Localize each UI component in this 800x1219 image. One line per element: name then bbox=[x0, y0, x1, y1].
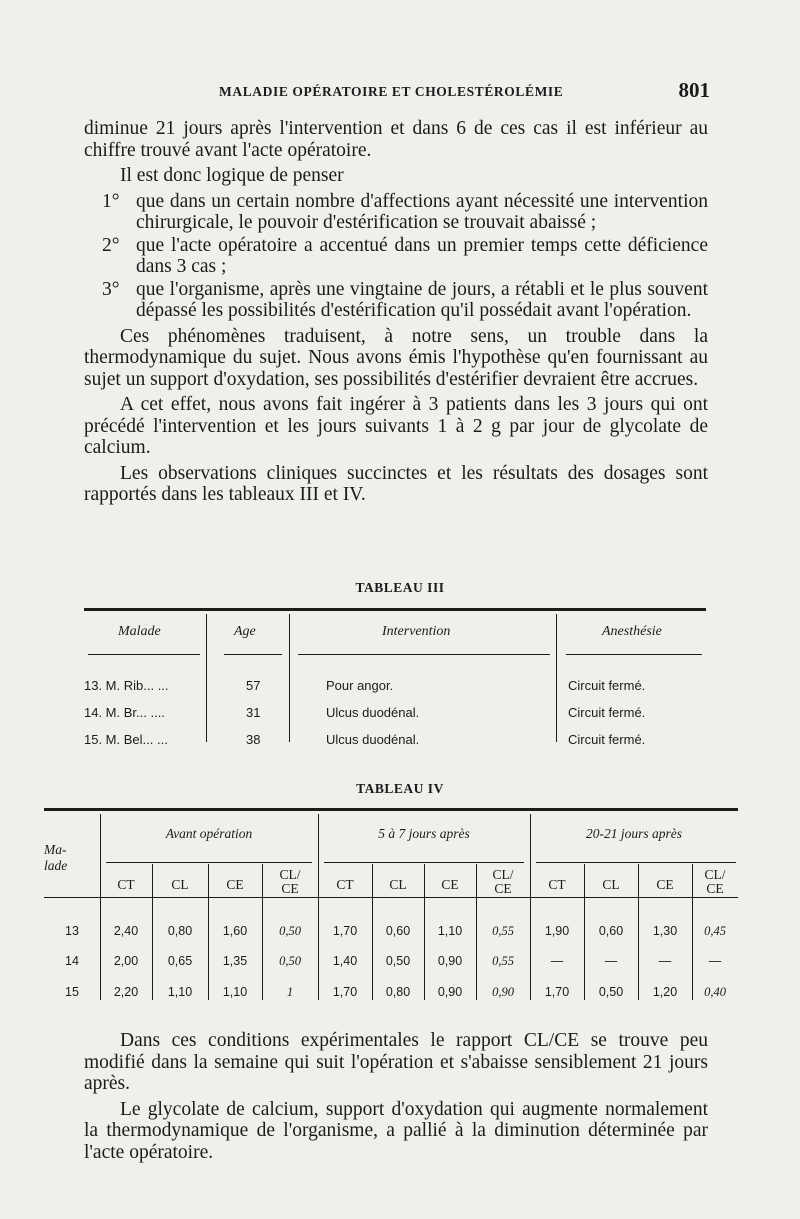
cell-ct: 1,70 bbox=[332, 985, 358, 999]
header-rule bbox=[566, 654, 702, 655]
group-avant: Avant opération bbox=[165, 826, 253, 841]
table4-caption: TABLEAU IV bbox=[356, 781, 444, 796]
cell-malade: 14 bbox=[65, 954, 79, 968]
cell-clce: 1 bbox=[286, 985, 294, 999]
cell-ct: 1,90 bbox=[544, 924, 570, 938]
cell-ce: 1,10 bbox=[222, 985, 248, 999]
cell-cl: — bbox=[604, 954, 618, 968]
table-rule bbox=[44, 808, 738, 811]
group-rule bbox=[536, 862, 736, 863]
cell-ct: 2,20 bbox=[113, 985, 139, 999]
list-item bbox=[84, 235, 708, 278]
cell-anesthesie: Circuit fermé. bbox=[568, 705, 646, 720]
cell-ct: 1,70 bbox=[544, 985, 570, 999]
table-row bbox=[44, 924, 738, 944]
cell-ct: 1,70 bbox=[332, 924, 358, 938]
header-malade-line2: lade bbox=[44, 858, 68, 873]
table-row bbox=[84, 705, 706, 725]
subheader-ct: CT bbox=[548, 877, 566, 892]
cell-ce: 0,90 bbox=[437, 954, 463, 968]
group-rule bbox=[106, 862, 312, 863]
cell-cl: 0,50 bbox=[385, 954, 411, 968]
group-rule bbox=[324, 862, 524, 863]
cell-clce: 0,45 bbox=[704, 924, 726, 938]
cell-cl: 0,60 bbox=[385, 924, 411, 938]
paragraph: Ces phénomènes traduisent, à notre sens, un trouble dans la thermodynamique du sujet. Nous avons émis l'hypothèse qu'en fournissant au sujet un support d'oxydation, ses possibilités d'estérifier devraient être accrues. bbox=[84, 325, 708, 390]
subheader-ce: CE bbox=[656, 877, 674, 892]
subheader-clce-bottom: CE bbox=[706, 881, 724, 896]
header-malade: Malade bbox=[118, 624, 161, 639]
subheader-ce: CE bbox=[441, 877, 459, 892]
table4 bbox=[44, 808, 738, 1008]
header-age: Age bbox=[234, 624, 256, 639]
cell-ce: — bbox=[658, 954, 672, 968]
group-j5-7: 5 à 7 jours après bbox=[378, 826, 470, 841]
header-rule bbox=[88, 654, 200, 655]
subheader-clce-bottom: CE bbox=[281, 881, 299, 896]
cell-age: 38 bbox=[246, 732, 261, 747]
intro-text bbox=[84, 118, 708, 506]
paragraph: Il est donc logique de penser bbox=[120, 165, 344, 186]
cell-clce: 0,40 bbox=[704, 985, 726, 999]
cell-clce: 0,55 bbox=[492, 954, 514, 968]
cell-clce: 0,50 bbox=[279, 954, 301, 968]
cell-malade: 15. M. Bel... ... bbox=[84, 732, 168, 747]
subheader-ct: CT bbox=[117, 877, 135, 892]
cell-clce: 0,55 bbox=[492, 924, 514, 938]
cell-clce: 0,50 bbox=[279, 924, 301, 938]
subheader-cl: CL bbox=[389, 877, 407, 892]
subheader-ct: CT bbox=[336, 877, 354, 892]
cell-ct: 1,40 bbox=[332, 954, 358, 968]
group-j20-21: 20-21 jours après bbox=[585, 826, 682, 841]
subheader-clce bbox=[476, 868, 530, 896]
cell-malade: 14. M. Br... .... bbox=[84, 705, 165, 720]
list-number: 1° bbox=[102, 190, 120, 212]
cell-anesthesie: Circuit fermé. bbox=[568, 732, 646, 747]
table-row bbox=[84, 732, 706, 752]
table3-caption: TABLEAU III bbox=[355, 580, 445, 595]
cell-ce: 0,90 bbox=[437, 985, 463, 999]
cell-cl: 0,80 bbox=[167, 924, 193, 938]
table3 bbox=[84, 608, 706, 748]
cell-malade: 13. M. Rib... ... bbox=[84, 678, 169, 693]
cell-clce: 0,90 bbox=[492, 985, 514, 999]
cell-age: 57 bbox=[246, 678, 261, 693]
header-rule bbox=[224, 654, 282, 655]
cell-malade: 15 bbox=[65, 985, 79, 999]
paragraph: diminue 21 jours après l'intervention et dans 6 de ces cas il est inférieur au chiffre trouvé avant l'acte opératoire. bbox=[84, 118, 708, 161]
cell-ce: 1,10 bbox=[437, 924, 463, 938]
cell-age: 31 bbox=[246, 705, 261, 720]
paragraph: Dans ces conditions expérimentales le rapport CL/CE se trouve peu modifié dans la semaine qui suit l'opération et s'abaisse sensiblement 21 jours après. bbox=[84, 1030, 708, 1094]
subheader-clce-top: CL/ bbox=[279, 867, 301, 882]
subheader-clce bbox=[262, 868, 318, 896]
cell-ct: 2,00 bbox=[113, 954, 139, 968]
paragraph: Les observations cliniques succinctes et les résultats des dosages sont rapportés dans les tableaux III et IV. bbox=[84, 462, 708, 505]
table-row bbox=[84, 678, 706, 698]
header-rule bbox=[298, 654, 550, 655]
subheader-clce-top: CL/ bbox=[704, 867, 726, 882]
list-item-text: que dans un certain nombre d'affections ayant nécessité une intervention chirurgicale, le pouvoir d'estérification se trouvait abaissé ; bbox=[136, 190, 708, 233]
list-item bbox=[84, 191, 708, 234]
subheader-clce bbox=[692, 868, 738, 896]
subheader-cl: CL bbox=[602, 877, 620, 892]
list-item bbox=[84, 279, 708, 322]
cell-ce: 1,20 bbox=[652, 985, 678, 999]
cell-cl: 0,50 bbox=[598, 985, 624, 999]
cell-ce: 1,30 bbox=[652, 924, 678, 938]
cell-ce: 1,60 bbox=[222, 924, 248, 938]
cell-ce: 1,35 bbox=[222, 954, 248, 968]
list-number: 2° bbox=[102, 234, 120, 256]
subheader-clce-bottom: CE bbox=[494, 881, 512, 896]
paragraph: Le glycolate de calcium, support d'oxydation qui augmente normalement la thermodynamique de l'organisme, a pallié à la diminution déterminée par l'acte opératoire. bbox=[84, 1098, 708, 1163]
running-title: MALADIE OPÉRATOIRE ET CHOLESTÉROLÉMIE bbox=[219, 84, 564, 99]
cell-ct: 2,40 bbox=[113, 924, 139, 938]
header-malade-line1: Ma- bbox=[44, 842, 67, 857]
paragraph: A cet effet, nous avons fait ingérer à 3 patients dans les 3 jours qui ont précédé l'intervention et les jours suivants 1 à 2 g par jour de glycolate de calcium. bbox=[84, 394, 708, 458]
header-intervention: Intervention bbox=[382, 624, 451, 639]
header-anesthesie: Anesthésie bbox=[602, 624, 662, 639]
subheader-clce-top: CL/ bbox=[492, 867, 514, 882]
cell-anesthesie: Circuit fermé. bbox=[568, 678, 646, 693]
list-number: 3° bbox=[102, 278, 120, 300]
cell-intervention: Pour angor. bbox=[326, 678, 394, 693]
cell-clce: — bbox=[708, 954, 722, 968]
cell-intervention: Ulcus duodénal. bbox=[326, 705, 420, 720]
list-item-text: que l'acte opératoire a accentué dans un premier temps cette déficience dans 3 cas ; bbox=[136, 234, 708, 277]
header-rule bbox=[44, 897, 738, 898]
page-header bbox=[84, 78, 712, 104]
conclusion-text bbox=[84, 1030, 708, 1163]
cell-cl: 0,60 bbox=[598, 924, 624, 938]
table-rule bbox=[84, 608, 706, 611]
cell-malade: 13 bbox=[65, 924, 79, 938]
header-malade bbox=[44, 842, 67, 874]
table-row bbox=[44, 985, 738, 1005]
subheader-ce: CE bbox=[226, 877, 244, 892]
page-number: 801 bbox=[678, 78, 710, 102]
cell-cl: 0,80 bbox=[385, 985, 411, 999]
cell-cl: 1,10 bbox=[167, 985, 193, 999]
cell-ct: — bbox=[550, 954, 564, 968]
subheader-cl: CL bbox=[171, 877, 189, 892]
table-row bbox=[44, 954, 738, 974]
list-item-text: que l'organisme, après une vingtaine de jours, a rétabli et le plus souvent dépassé les possibilités d'estérification qu'il possédait avant l'opération. bbox=[136, 278, 708, 321]
cell-cl: 0,65 bbox=[167, 954, 193, 968]
cell-intervention: Ulcus duodénal. bbox=[326, 732, 420, 747]
